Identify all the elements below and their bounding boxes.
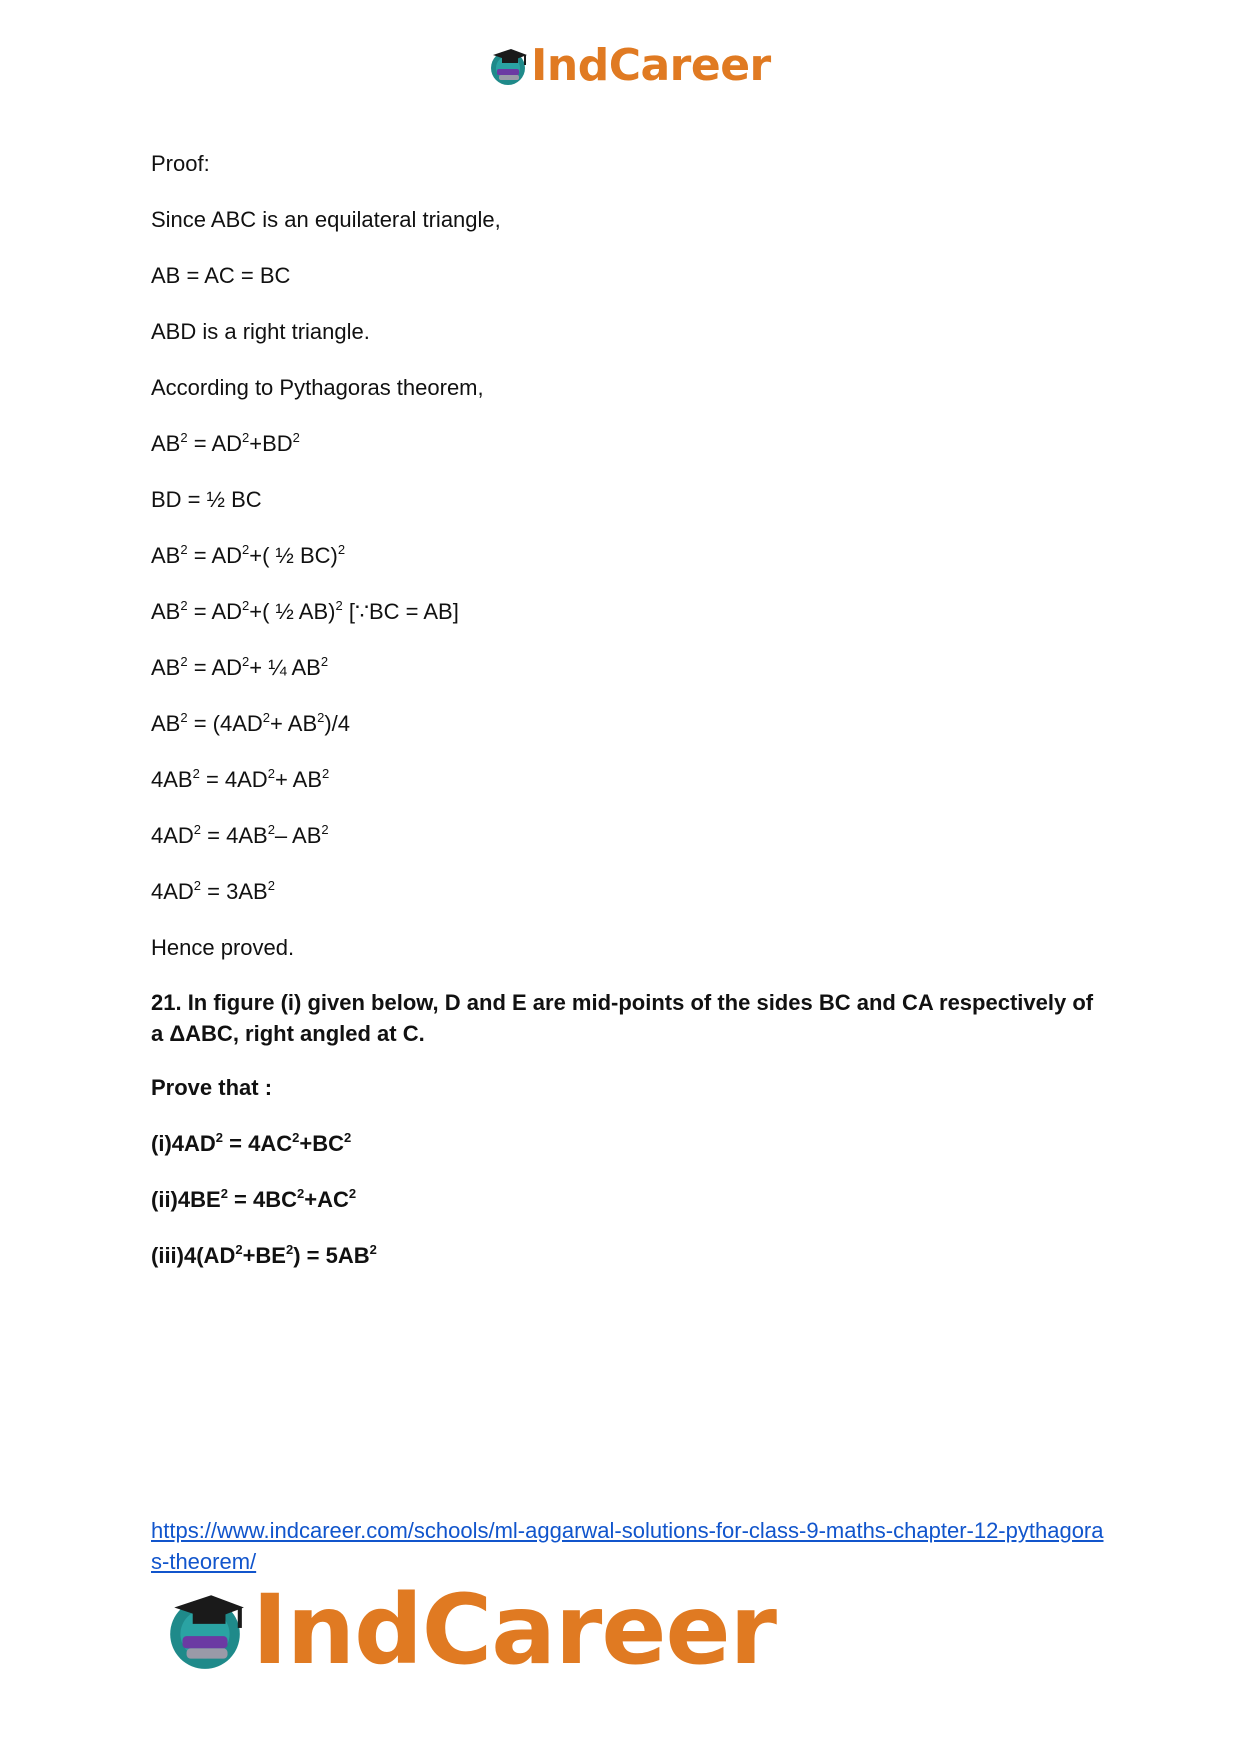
- proof-line-3: ABD is a right triangle.: [151, 319, 370, 344]
- equation-line: $AB^2 = (4AD^2+ AB^2)/4$: [151, 710, 351, 736]
- prove-that-heading: Prove that :: [151, 1075, 273, 1100]
- prove-item-3: $(iii)4(AD^2+BE^2) = 5AB^2$: [151, 1242, 377, 1268]
- proof-heading: Proof:: [151, 151, 210, 176]
- equation-line: $AB^2 = AD^2+BD^2$: [151, 430, 300, 456]
- graduation-cap-globe-icon: [162, 1587, 248, 1673]
- equation-line: $AB^2 = AD^2+$( ½ BC)$^2$: [151, 542, 346, 568]
- header-logo: [487, 42, 771, 90]
- equation-line: $AB^2 = AD^2+$ ¼ $AB^2$: [151, 654, 329, 680]
- document-body: [151, 147, 1111, 1295]
- question-21: 21. In figure (i) given below, D and E are mid-points of the sides BC and CA respectively of a ΔABC, right angled at C.: [151, 990, 1094, 1046]
- graduation-cap-globe-icon: [487, 45, 529, 87]
- footer-logo: [162, 1574, 776, 1686]
- equation-line: $AB^2 = AD^2+$( ½ AB)$^2$ [∵BC = AB]: [151, 598, 459, 624]
- proof-line-4: According to Pythagoras theorem,: [151, 375, 484, 400]
- equation-line: $4AD^2 = 4AB^2-$ $AB^2$: [151, 822, 329, 848]
- prove-item-1: $(i)4AD^2 = 4AC^2+BC^2$: [151, 1130, 352, 1156]
- proof-line-1: Since ABC is an equilateral triangle,: [151, 207, 501, 232]
- source-link[interactable]: https://www.indcareer.com/schools/ml-aggarwal-solutions-for-class-9-maths-chapter-12-pythagoras-theorem/: [151, 1518, 1104, 1574]
- equation-line: $4AB^2 = 4AD^2+ AB^2$: [151, 766, 330, 792]
- proof-conclusion: Hence proved.: [151, 935, 295, 960]
- equation-note: [∵BC = AB]: [348, 599, 459, 624]
- proof-line-2: AB = AC = BC: [151, 263, 291, 288]
- equation-line: $4AD^2 = 3AB^2$: [151, 878, 275, 904]
- footer-logo-text: IndCareer: [252, 1574, 776, 1686]
- header-logo-text: IndCareer: [531, 40, 771, 91]
- prove-item-2: $(ii)4BE^2 = 4BC^2+AC^2$: [151, 1186, 357, 1212]
- equation-line: BD = ½ BC: [151, 487, 262, 512]
